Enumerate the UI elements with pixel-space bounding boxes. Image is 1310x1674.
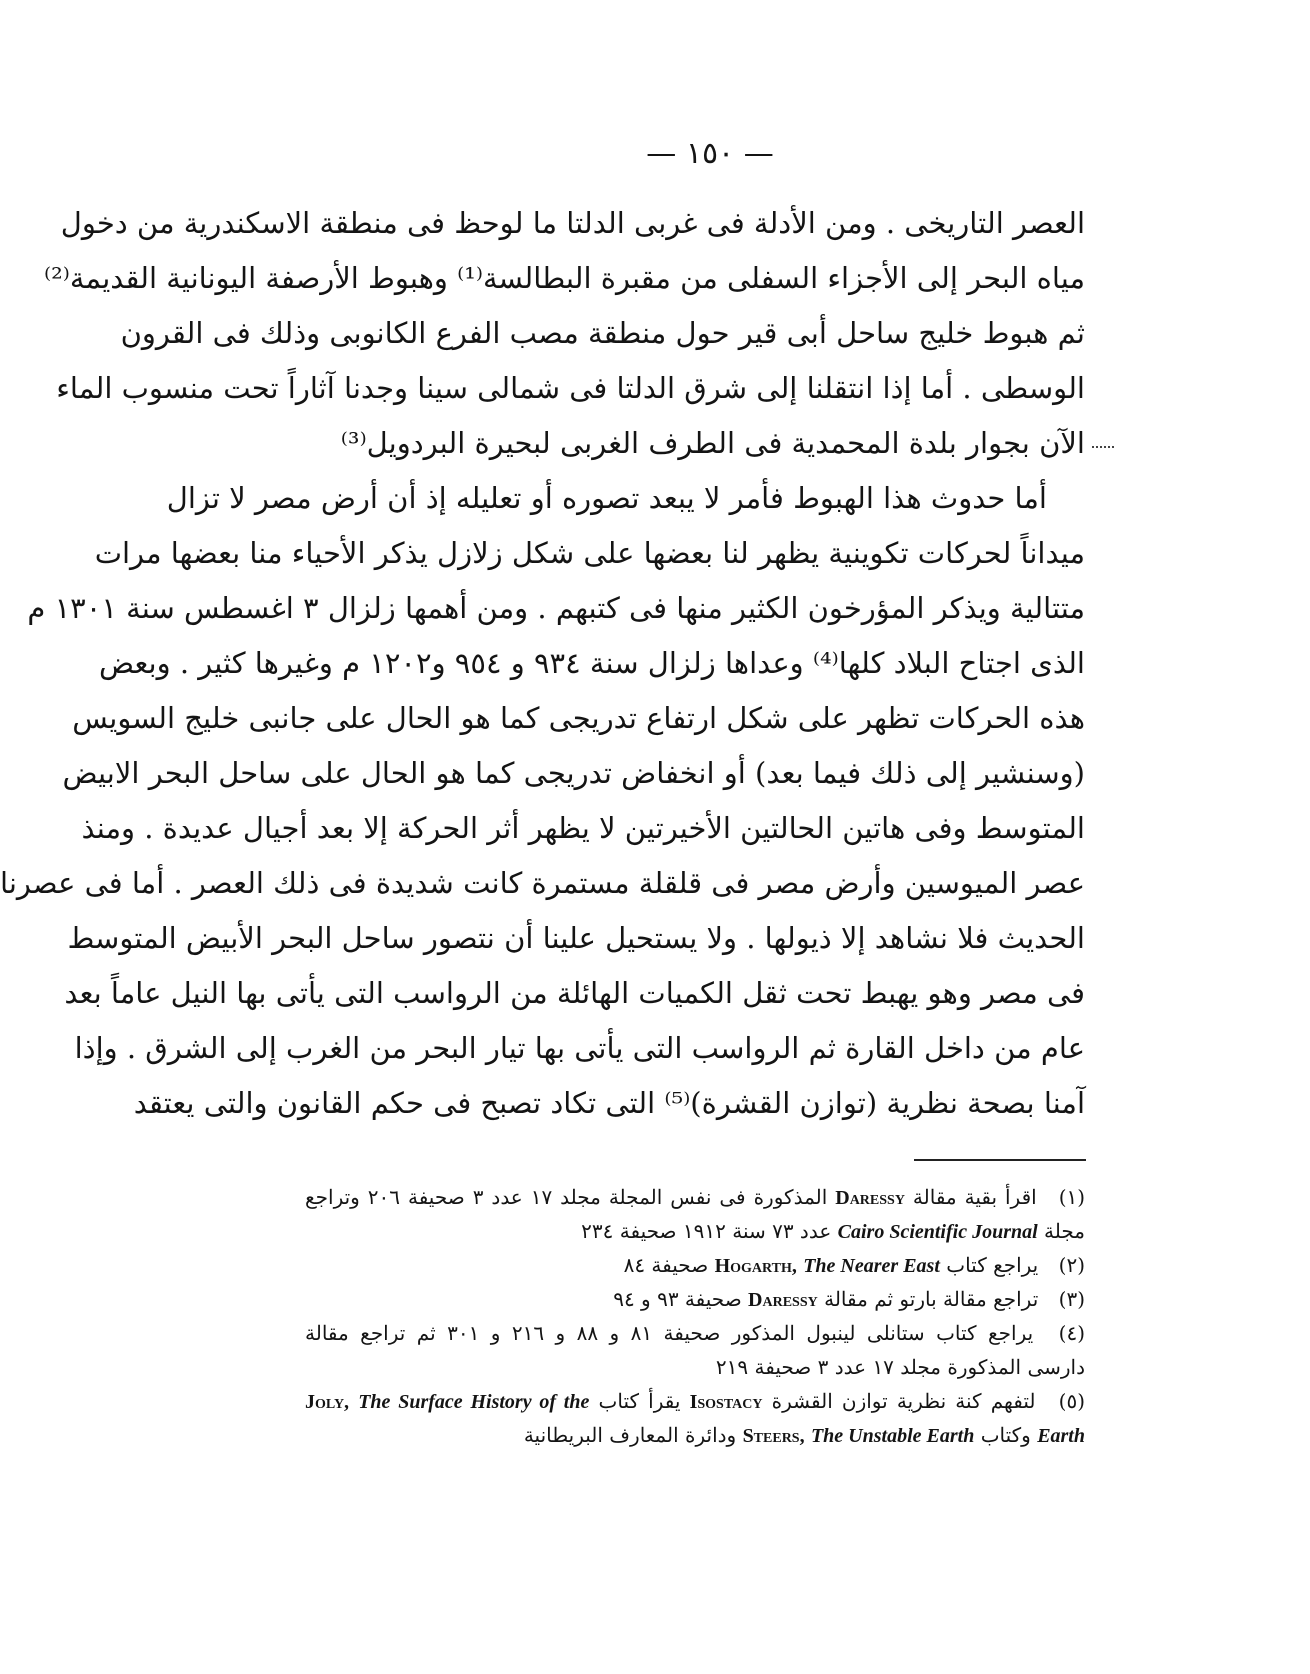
footnote-rule <box>914 1159 1086 1161</box>
footnote-text: يراجع كتاب ستانلى لينبول المذكور صحيفة ٨١ و ٨٨ و ٢١٦ و ٣٠١ ثم تراجع مقالة <box>305 1321 1034 1345</box>
text-line: العصر التاريخى . ومن الأدلة فى غربى الدلتا ما لوحظ فى منطقة الاسكندرية من دخول <box>60 206 1085 240</box>
footnote-3 <box>305 1282 1085 1316</box>
text-line: مياه البحر إلى الأجزاء السفلى من مقبرة البطالسة⁽¹⁾ وهبوط الأرصفة اليونانية القديمة⁽²⁾ <box>44 261 1085 295</box>
footnote-number: (١) <box>1058 1185 1086 1209</box>
text-line: (وسنشير إلى ذلك فيما بعد) أو انخفاض تدريجى كما هو الحال على ساحل البحر الابيض <box>62 756 1085 790</box>
footnote-text: صحيفة ٨٤ <box>623 1253 709 1277</box>
footnote-2 <box>305 1248 1085 1282</box>
footnote-text: دارسى المذكورة مجلد ١٧ عدد ٣ صحيفة ٢١٩ <box>715 1355 1085 1379</box>
footnote-number: (٤) <box>1058 1321 1085 1345</box>
footnote-text: اقرأ بقية مقالة <box>912 1185 1037 1209</box>
text-line: الحديث فلا نشاهد إلا ذيولها . ولا يستحيل علينا أن نتصور ساحل البحر الأبيض المتوسط <box>67 921 1085 955</box>
text-line: ثم هبوط خليج ساحل أبى قير حول منطقة مصب الفرع الكانوبى وذلك فى القرون <box>120 316 1085 350</box>
footnote-latin: The Nearer East <box>803 1255 940 1277</box>
footnote-latin: Steers, <box>742 1425 805 1447</box>
footnote-text: عدد ٧٣ سنة ١٩١٢ صحيفة ٢٣٤ <box>581 1219 832 1243</box>
footnote-number: (٣) <box>1058 1287 1085 1311</box>
footnote-text: صحيفة ٩٣ و ٩٤ <box>613 1287 742 1311</box>
footnote-text: تراجع مقالة بارتو ثم مقالة <box>824 1287 1039 1311</box>
footnote-text: ودائرة المعارف البريطانية <box>523 1423 737 1447</box>
footnote-4 <box>305 1316 1085 1350</box>
footnote-latin: The Surface History of the <box>358 1391 590 1413</box>
footnote-number: (٥) <box>1058 1389 1086 1413</box>
text-line: أما حدوث هذا الهبوط فأمر لا يبعد تصوره أو تعليله إذ أن أرض مصر لا تزال <box>166 481 1047 515</box>
footnote-latin: The Unstable Earth <box>810 1425 975 1447</box>
footnote-latin: Cairo Scientific Journal <box>837 1221 1038 1243</box>
footnote-latin: Joly, <box>305 1391 350 1413</box>
text-line: آمنا بصحة نظرية (توازن القشرة)⁽⁵⁾ التى تكاد تصبح فى حكم القانون والتى يعتقد <box>133 1086 1085 1120</box>
text-line: المتوسط وفى هاتين الحالتين الأخيرتين لا يظهر أثر الحركة إلا بعد أجيال عديدة . ومنذ <box>81 811 1085 845</box>
footnote-latin: Isostacy <box>689 1391 763 1413</box>
text-line: الوسطى . أما إذا انتقلنا إلى شرق الدلتا فى شمالى سينا وجدنا آثاراً تحت منسوب الماء <box>56 371 1085 405</box>
text-line: عصر الميوسين وأرض مصر فى قلقلة مستمرة كانت شديدة فى ذلك العصر . أما فى عصرنا <box>0 866 1085 900</box>
footnote-latin: Hogarth, <box>714 1255 797 1277</box>
page-number: — ١٥٠ — <box>646 136 774 171</box>
footnote-1-cont <box>305 1214 1085 1248</box>
text-line: هذه الحركات تظهر على شكل ارتفاع تدريجى كما هو الحال على جانبى خليج السويس <box>72 701 1085 735</box>
footnote-text: يقرأ كتاب <box>598 1389 681 1413</box>
footnote-text: لتفهم كنة نظرية توازن القشرة <box>771 1389 1036 1413</box>
text-line: متتالية ويذكر المؤرخون الكثير منها فى كتبهم . ومن أهمها زلزال ٣ اغسطس سنة ١٣٠١ م <box>27 591 1085 625</box>
footnote-latin: Daressy <box>835 1187 905 1209</box>
footnote-1 <box>305 1180 1085 1214</box>
footnote-latin: Earth <box>1037 1425 1085 1447</box>
text-line: فى مصر وهو يهبط تحت ثقل الكميات الهائلة من الرواسب التى يأتى بها النيل عاماً بعد <box>64 976 1085 1010</box>
footnote-text: يراجع كتاب <box>946 1253 1039 1277</box>
margin-mark <box>1092 446 1114 450</box>
footnote-number: (٢) <box>1058 1253 1085 1277</box>
text-line: ميداناً لحركات تكوينية يظهر لنا بعضها على شكل زلازل يذكر الأحياء منا بعضها مرات <box>94 536 1085 570</box>
footnote-4-cont <box>305 1350 1085 1384</box>
text-line: الآن بجوار بلدة المحمدية فى الطرف الغربى لبحيرة البردويل⁽³⁾ <box>340 426 1085 460</box>
footnote-latin: Daressy <box>748 1289 818 1311</box>
footnote-text: المذكورة فى نفس المجلة مجلد ١٧ عدد ٣ صحيفة ٢٠٦ وتراجع <box>305 1185 828 1209</box>
footnote-5-cont <box>305 1418 1085 1452</box>
body-text <box>0 196 1085 1131</box>
text-line: الذى اجتاح البلاد كلها⁽⁴⁾ وعداها زلزال سنة ٩٣٤ و ٩٥٤ و١٢٠٢ م وغيرها كثير . وبعض <box>99 646 1085 680</box>
text-line: عام من داخل القارة ثم الرواسب التى يأتى بها تيار البحر من الغرب إلى الشرق . وإذا <box>74 1031 1085 1065</box>
footnote-text: وكتاب <box>980 1423 1031 1447</box>
footnote-text: مجلة <box>1044 1219 1085 1243</box>
footnote-5 <box>305 1384 1085 1418</box>
footnotes <box>305 1180 1085 1452</box>
